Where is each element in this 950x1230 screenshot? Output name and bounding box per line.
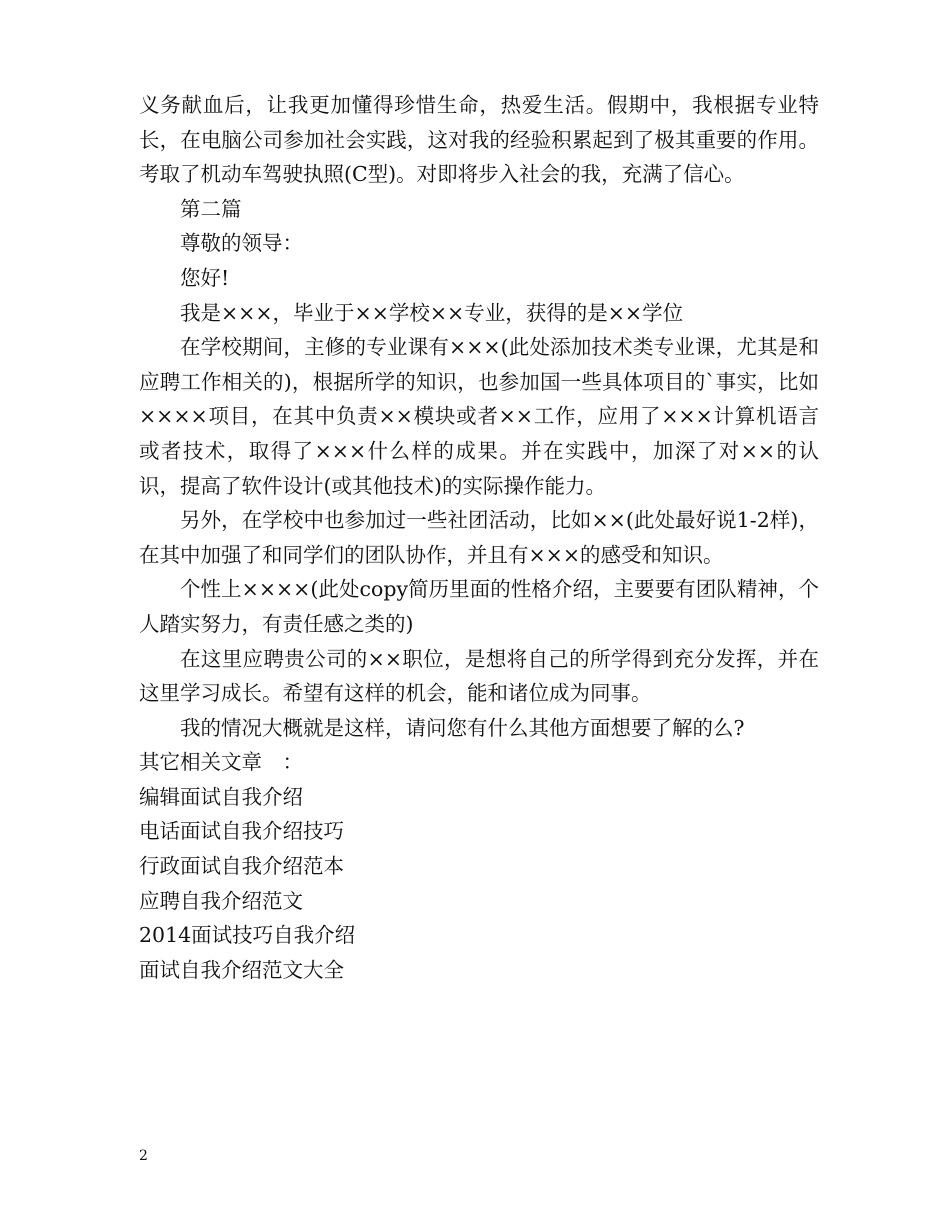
related-articles-heading: 其它相关文章 ： <box>139 750 303 775</box>
paragraph-motivation: 在这里应聘贵公司的××职位，是想将自己的所学得到充分发挥，并在这里学习成长。希望有这样的机会，能和诸位成为同事。 <box>139 646 819 706</box>
document-body <box>139 88 819 987</box>
related-article-link[interactable]: 行政面试自我介绍范本 <box>139 854 344 879</box>
related-article-link[interactable]: 编辑面试自我介绍 <box>139 784 303 809</box>
paragraph-continuation: 义务献血后，让我更加懂得珍惜生命，热爱生活。假期中，我根据专业特长，在电脑公司参加社会实践，这对我的经验积累起到了极其重要的作用。考取了机动车驾驶执照(C型)。对即将步入社会的我，充满了信心。 <box>139 93 819 187</box>
paragraph-introduction: 我是×××，毕业于××学校××专业，获得的是××学位 <box>180 300 684 325</box>
paragraph-closing: 我的情况大概就是这样，请问您有什么其他方面想要了解的么? <box>180 715 745 740</box>
related-article-link[interactable]: 2014面试技巧自我介绍 <box>139 923 356 948</box>
related-article-link[interactable]: 应聘自我介绍范文 <box>139 888 303 913</box>
paragraph-education: 在学校期间，主修的专业课有×××(此处添加技术类专业课，尤其是和应聘工作相关的)，根据所学的知识，也参加国一些具体项目的`事实，比如××××项目，在其中负责××模块或者××工作，应用了×××计算机语言或者技术，取得了×××什么样的成果。并在实践中，加深了对××的认识，提高了软件设计(或其他技术)的实际操作能力。 <box>139 335 819 498</box>
related-article-link[interactable]: 面试自我介绍范文大全 <box>139 957 344 982</box>
related-article-link[interactable]: 电话面试自我介绍技巧 <box>139 819 344 844</box>
paragraph-activities: 另外，在学校中也参加过一些社团活动，比如××(此处最好说1-2样)，在其中加强了和同学们的团队协作，并且有×××的感受和知识。 <box>139 508 819 567</box>
salutation: 尊敬的领导： <box>180 231 303 256</box>
page-number: 2 <box>139 1148 148 1164</box>
section-title: 第二篇 <box>180 196 242 221</box>
greeting: 您好! <box>180 265 230 290</box>
paragraph-personality: 个性上××××(此处copy简历里面的性格介绍，主要要有团队精神，个人踏实努力，有责任感之类的) <box>139 577 819 636</box>
